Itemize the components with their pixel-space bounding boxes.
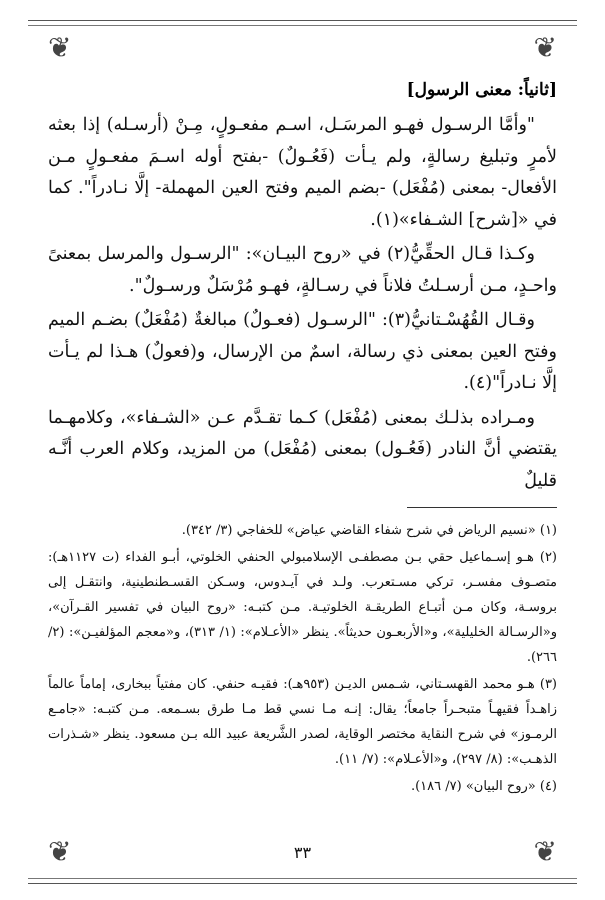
page-body [48,80,557,801]
body-paragraph: "وأمَّا الرسـول فهـو المرسَـل، اسـم مفعـولٍ، مِـنْ (أرسـله) إذا بعثه لأمرٍ وتبليغ رسالةٍ، ولم يـأت (فَعُـولٌ) -بفتح أوله اسـمَ مفعـولٍ مـن الأفعال- بمعنى (مُفْعَل) -بضم الميم وفتح العين المهملة- إلَّا نـادراً". كما في «[شرح] الشـفاء»(١). [48,115,557,230]
corner-ornament-icon: ❦ [48,835,72,868]
page-number: ٣٣ [293,843,312,862]
section-heading: [ثانياً: معنى الرسول] [406,80,557,100]
corner-ornament-icon: ❦ [533,31,557,64]
footnote: (٢) هـو إسـماعيل حقي بـن مصطفـى الإسلامبولي الحنفي الخلوتي، أبـو الفداء (ت ١١٢٧هـ): متصـوف مفسـر، تركي مسـتعرب. ولـد في آيـدوس، وسـكن القسـطنطينية، وانتقـل إلى بروسـة، وكان مـن أتبـاع الطريقـة الخلوتيـة. مـن كتبـه: «روح البيان في تفسير القـرآن»، و«الرسـالة الخليلية»، و«الأربعـون حديثاً». ينظر «الأعـلام»: (١/ ٣١٣)، و«معجم المؤلفيـن»: (٢/ ٢٦٦). [48,550,557,665]
footnote: (٤) «روح البيان» (٧/ ١٨٦). [410,779,557,794]
body-paragraph: ومـراده بذلـك بمعنى (مُفْعَل) كـما تقـدَّم عـن «الشـفاء»، وكلامهـما يقتضي أنَّ النادر (فَعُـول) بمعنى (مُفْعَل) من المزيد، وكلام العرب أنَّـه قليلٌ [48,407,557,491]
body-paragraph: وكـذا قـال الحقِّيُّ(٢) في «روح البيـان»: "الرسـول والمرسل بمعنىً واحـدٍ، مـن أرسـلتُ فلاناً في رسـالةٍ، فهـو مُرْسَلٌ ورسـولٌ". [48,244,557,296]
footnote: (٣) هـو محمد القهسـتاني، شـمس الديـن (٩٥٣هـ): فقيـه حنفي. كان مفتياً ببخارى، إماماً عالماً زاهـداً فقيهـاً متبحـراً جامعاً؛ يقال: إنـه مـا نسي قط مـا طرق بسـمعه. مـن كتبـه: «جامـع الرمـوز» في شرح النقاية مختصر الوقاية، لصدر الشَّريعة عبيد الله بـن مسعود. ينظر «شـذرات الذهـب»: (٨/ ٢٩٧)، و«الأعـلام»: (٧/ ١١). [48,677,557,767]
corner-ornament-icon: ❦ [533,835,557,868]
footnote: (١) «نسيم الرياض في شرح شفاء القاضي عياض» للخفاجي (٣/ ٣٤٢). [181,523,557,538]
footnote-divider [407,507,557,508]
body-paragraph: وقـال القُهُسْـتانيُّ(٣): "الرسـول (فعـولٌ) مبالغةٌ (مُفْعَلٌ) بضـم الميم وفتح العين بمعنى ذي رسالة، اسمٌ من الإرسال، و(فعولٌ) هـذا لم يـأت إلَّا نـادراً"(٤). [48,310,557,393]
corner-ornament-icon: ❦ [48,31,72,64]
